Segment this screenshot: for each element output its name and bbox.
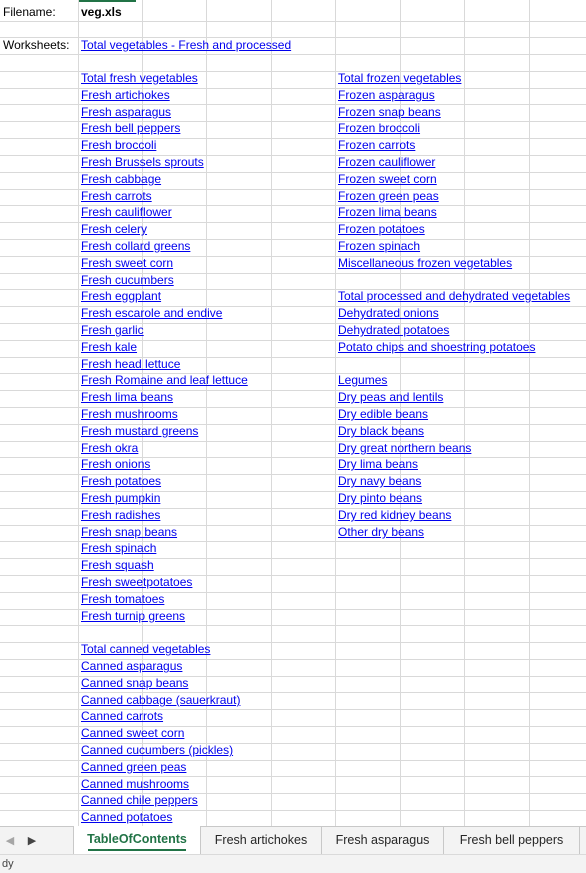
sheet-link[interactable]: Fresh artichokes: [81, 88, 170, 102]
grid-column-line: [78, 0, 79, 826]
sheet-link[interactable]: Dry edible beans: [338, 407, 429, 421]
sheet-link[interactable]: Frozen green peas: [338, 189, 439, 203]
sheet-link[interactable]: Fresh mustard greens: [81, 424, 199, 438]
sheet-link[interactable]: Fresh sweetpotatoes: [81, 575, 193, 589]
sheet-link[interactable]: Canned cucumbers (pickles): [81, 743, 234, 757]
sheet-link[interactable]: Fresh potatoes: [81, 474, 162, 488]
sheet-link[interactable]: Frozen cauliflower: [338, 155, 436, 169]
sheet-link[interactable]: Fresh turnip greens: [81, 609, 186, 623]
sheet-link[interactable]: Fresh escarole and endive: [81, 306, 223, 320]
sheet-link[interactable]: Potato chips and shoestring potatoes: [338, 340, 536, 354]
sheet-link[interactable]: Canned sweet corn: [81, 726, 185, 740]
sheet-link[interactable]: Frozen snap beans: [338, 105, 441, 119]
sheet-link[interactable]: Fresh Romaine and leaf lettuce: [81, 373, 248, 387]
sheet-link[interactable]: Fresh sweet corn: [81, 256, 174, 270]
sheet-link[interactable]: Fresh onions: [81, 457, 151, 471]
sheet-link[interactable]: Fresh cucumbers: [81, 273, 174, 287]
sheet-link[interactable]: Fresh radishes: [81, 508, 161, 522]
worksheets-link[interactable]: Total vegetables - Fresh and processed: [81, 38, 292, 52]
sheet-link[interactable]: Dehydrated onions: [338, 306, 439, 320]
sheet-link[interactable]: Canned cabbage (sauerkraut): [81, 693, 241, 707]
sheet-link[interactable]: Fresh spinach: [81, 541, 157, 555]
grid-row-line: [0, 21, 586, 22]
sheet-link[interactable]: Dehydrated potatoes: [338, 323, 450, 337]
sheet-link[interactable]: Canned mushrooms: [81, 777, 190, 791]
sheet-link[interactable]: Fresh squash: [81, 558, 154, 572]
tab-fresh-asparagus[interactable]: Fresh asparagus: [322, 827, 444, 854]
selected-column-indicator: [79, 0, 136, 2]
status-text: dy: [2, 858, 14, 870]
sheet-link[interactable]: Fresh broccoli: [81, 138, 157, 152]
triangle-left-icon[interactable]: ◀: [5, 835, 15, 847]
sheet-link[interactable]: Dry peas and lentils: [338, 390, 444, 404]
sheet-link[interactable]: Total fresh vegetables: [81, 71, 198, 85]
sheet-link[interactable]: Fresh tomatoes: [81, 592, 165, 606]
sheet-link[interactable]: Canned asparagus: [81, 659, 183, 673]
grid-column-line: [271, 0, 272, 826]
sheet-link[interactable]: Fresh celery: [81, 222, 148, 236]
sheet-link[interactable]: Dry navy beans: [338, 474, 422, 488]
triangle-right-icon[interactable]: ▶: [27, 835, 37, 847]
sheet-link[interactable]: Canned green peas: [81, 760, 187, 774]
sheet-link[interactable]: Dry lima beans: [338, 457, 419, 471]
sheet-link[interactable]: Dry black beans: [338, 424, 425, 438]
tab-tableofcontents[interactable]: TableOfContents: [73, 826, 201, 854]
sheet-link[interactable]: Total processed and dehydrated vegetables: [338, 289, 571, 303]
sheet-link[interactable]: Fresh okra: [81, 441, 139, 455]
sheet-link[interactable]: Fresh cauliflower: [81, 205, 172, 219]
sheet-link[interactable]: Fresh head lettuce: [81, 357, 181, 371]
sheet-link[interactable]: Fresh bell peppers: [81, 121, 181, 135]
sheet-link[interactable]: Canned carrots: [81, 709, 164, 723]
sheet-link[interactable]: Canned potatoes: [81, 810, 173, 824]
sheet-link[interactable]: Fresh asparagus: [81, 105, 172, 119]
sheet-link[interactable]: Dry great northern beans: [338, 441, 472, 455]
sheet-link[interactable]: Frozen lima beans: [338, 205, 437, 219]
grid-row-line: [0, 625, 586, 626]
sheet-link[interactable]: Frozen asparagus: [338, 88, 435, 102]
status-bar: [0, 854, 586, 873]
filename-label: Filename:: [3, 5, 56, 19]
sheet-link[interactable]: Dry red kidney beans: [338, 508, 452, 522]
sheet-link[interactable]: Legumes: [338, 373, 388, 387]
grid-column-line: [464, 0, 465, 826]
grid-row-line: [0, 54, 586, 55]
sheet-link[interactable]: Fresh kale: [81, 340, 138, 354]
sheet-link[interactable]: Fresh carrots: [81, 189, 152, 203]
grid-column-line: [529, 0, 530, 826]
sheet-link[interactable]: Fresh mushrooms: [81, 407, 178, 421]
sheet-link[interactable]: Frozen potatoes: [338, 222, 425, 236]
sheet-link[interactable]: Canned snap beans: [81, 676, 189, 690]
grid-column-line: [335, 0, 336, 826]
tab-fresh-artichokes[interactable]: Fresh artichokes: [201, 827, 322, 854]
worksheets-label: Worksheets:: [3, 38, 70, 52]
sheet-link[interactable]: Total canned vegetables: [81, 642, 211, 656]
sheet-link[interactable]: Fresh Brussels sprouts: [81, 155, 204, 169]
sheet-link[interactable]: Fresh snap beans: [81, 525, 178, 539]
sheet-link[interactable]: Fresh lima beans: [81, 390, 174, 404]
sheet-link[interactable]: Fresh collard greens: [81, 239, 191, 253]
tab-fresh-bell-peppers[interactable]: Fresh bell peppers: [444, 827, 580, 854]
sheet-link[interactable]: Fresh pumpkin: [81, 491, 161, 505]
sheet-link[interactable]: Frozen broccoli: [338, 121, 421, 135]
sheet-link[interactable]: Total frozen vegetables: [338, 71, 462, 85]
sheet-link[interactable]: Other dry beans: [338, 525, 425, 539]
sheet-link[interactable]: Frozen carrots: [338, 138, 416, 152]
sheet-link[interactable]: Fresh cabbage: [81, 172, 162, 186]
sheet-link[interactable]: Fresh garlic: [81, 323, 144, 337]
sheet-tab-bar: [0, 826, 586, 854]
sheet-link[interactable]: Canned chile peppers: [81, 793, 198, 807]
sheet-link[interactable]: Frozen spinach: [338, 239, 421, 253]
sheet-link[interactable]: Fresh eggplant: [81, 289, 162, 303]
sheet-link[interactable]: Dry pinto beans: [338, 491, 423, 505]
sheet-link[interactable]: Frozen sweet corn: [338, 172, 437, 186]
filename-value: veg.xls: [81, 5, 122, 19]
sheet-link[interactable]: Miscellaneous frozen vegetables: [338, 256, 513, 270]
